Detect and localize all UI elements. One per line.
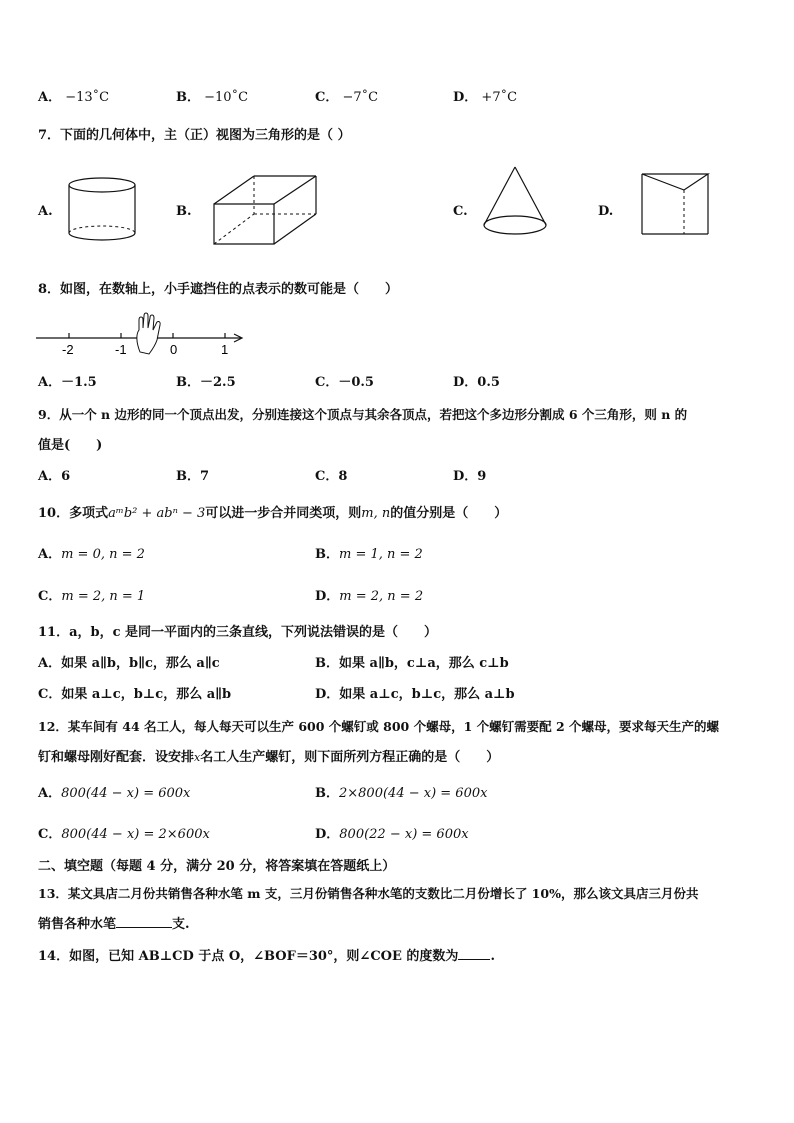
q7-stem: 7．下面的几何体中，主（正）视图为三角形的是（ ）: [38, 128, 351, 143]
q8-option-c: [315, 374, 374, 392]
option-letter: C．: [315, 375, 339, 390]
q9-stem-line2: 值是( ): [38, 438, 103, 453]
option-value: −7˚C: [342, 90, 379, 105]
q10-option-d: [315, 588, 423, 606]
option-letter: C．: [38, 589, 62, 604]
option-value: 7: [200, 469, 210, 484]
q11-option-c: [38, 686, 231, 704]
q8-option-d: [453, 374, 500, 392]
q6-option-d: [453, 89, 517, 107]
option-letter: B．: [315, 656, 339, 671]
option-value: −13˚C: [65, 90, 110, 105]
option-letter: D．: [453, 375, 478, 390]
q9-stem-line1: 9．从一个 n 边形的同一个顶点出发，分别连接这个顶点与其余各顶点，若把这个多边形分割成 6 个三角形，则 n 的: [38, 407, 688, 422]
option-letter: B．: [176, 375, 200, 390]
q9-option-d: [453, 468, 486, 486]
q10-option-a: [38, 546, 145, 564]
q11-stem: 11．a，b，c 是同一平面内的三条直线，下列说法错误的是（ ）: [38, 625, 438, 640]
option-value: 如果 a⊥c，b⊥c，那么 a∥b: [61, 687, 232, 702]
number-line-figure: [36, 312, 248, 358]
q10-prefix: 10．多项式: [38, 506, 109, 521]
cuboid-figure: [210, 174, 328, 248]
option-letter: A．: [38, 547, 62, 562]
option-letter: A．: [38, 90, 62, 105]
q6-option-c: [315, 89, 378, 107]
q8-option-a: [38, 374, 97, 392]
option-letter: A．: [38, 375, 62, 390]
q11-option-b: [315, 655, 509, 673]
q13-line2-a: 销售各种水笔: [38, 917, 117, 932]
q10-stem: [38, 505, 507, 523]
option-value: －2.5: [200, 375, 236, 390]
q6-option-b: [176, 89, 248, 107]
option-letter: A．: [38, 656, 62, 671]
option-letter: B．: [176, 469, 200, 484]
q13-line2: [38, 915, 190, 934]
triangular-prism-figure: [638, 170, 716, 242]
option-letter: A．: [38, 469, 62, 484]
cone-figure: [480, 165, 550, 240]
q12-option-d: [315, 826, 469, 844]
axis-label: -2: [62, 342, 74, 357]
option-value: −10˚C: [204, 90, 249, 105]
q12-option-c: [38, 826, 210, 844]
option-letter: D．: [315, 827, 340, 842]
option-letter: C．: [38, 687, 62, 702]
option-value: 如果 a∥b，b∥c，那么 a∥c: [61, 656, 220, 671]
q13-line1: 13．某文具店二月份共销售各种水笔 m 支，三月份销售各种水笔的支数比二月份增长了 10%，那么该文具店三月份共: [38, 886, 699, 901]
answer-blank: [458, 947, 490, 960]
q13-line2-b: 支.: [172, 917, 190, 932]
q14-text-b: .: [490, 949, 495, 964]
q12-var: x: [194, 751, 201, 764]
option-value: 800(22 − x) = 600x: [339, 827, 469, 842]
q12-stem-line2-b: 名工人生产螺钉，则下面所列方程正确的是（ ）: [200, 750, 500, 765]
q11-option-a: [38, 655, 220, 673]
q10-option-b: [315, 546, 423, 564]
q10-suffix: 的值分别是（ ）: [390, 506, 508, 521]
q8-stem: 8．如图，在数轴上，小手遮挡住的点表示的数可能是（ ）: [38, 282, 399, 297]
option-value: m = 1, n = 2: [339, 547, 423, 562]
option-value: 如果 a⊥c，b⊥c，那么 a⊥b: [339, 687, 515, 702]
option-value: m = 0, n = 2: [61, 547, 145, 562]
option-value: 6: [61, 469, 71, 484]
q10-expression: aᵐb² + abⁿ − 3: [108, 506, 206, 521]
option-value: 8: [338, 469, 348, 484]
option-value: m = 2, n = 1: [61, 589, 146, 604]
q14-text-a: 14．如图，已知 AB⊥CD 于点 O，∠BOF＝30°，则∠COE 的度数为: [38, 949, 459, 964]
option-value: 800(44 − x) = 2×600x: [61, 827, 210, 842]
q12-option-a: [38, 785, 190, 803]
q12-option-b: [315, 785, 487, 803]
axis-label: 1: [221, 342, 229, 357]
q7-option-b-letter: B.: [176, 204, 192, 219]
q7-option-c-letter: C.: [453, 204, 468, 219]
q7-option-d-letter: D.: [598, 204, 614, 219]
q6-option-a: [38, 89, 109, 107]
option-letter: D．: [315, 687, 340, 702]
axis-label: -1: [115, 342, 127, 357]
option-value: 如果 a∥b，c⊥a，那么 c⊥b: [339, 656, 509, 671]
option-letter: B．: [315, 786, 339, 801]
q8-option-b: [176, 374, 236, 392]
answer-blank: [116, 915, 172, 928]
option-value: 9: [477, 469, 487, 484]
q10-middle: 可以进一步合并同类项，则: [205, 506, 362, 521]
q12-stem-line2-a: 钉和螺母刚好配套．设安排: [38, 750, 195, 765]
axis-label: 0: [170, 342, 178, 357]
q9-option-c: [315, 468, 347, 486]
q9-option-b: [176, 468, 209, 486]
option-letter: A．: [38, 786, 62, 801]
q9-option-a: [38, 468, 70, 486]
cylinder-figure: [66, 175, 141, 247]
option-value: －0.5: [338, 375, 374, 390]
option-letter: D．: [315, 589, 340, 604]
option-value: －1.5: [61, 375, 97, 390]
q7-option-a-letter: A.: [38, 204, 53, 219]
hand-icon: [137, 313, 160, 354]
option-letter: B．: [315, 547, 339, 562]
q12-stem-line1: 12．某车间有 44 名工人，每人每天可以生产 600 个螺钉或 800 个螺母，1 个螺钉需要配 2 个螺母，要求每天生产的螺: [38, 719, 720, 734]
section-heading: 二、填空题（每题 4 分，满分 20 分，将答案填在答题纸上）: [38, 859, 396, 874]
q14-stem: [38, 947, 495, 966]
option-value: 800(44 − x) = 600x: [61, 786, 191, 801]
option-letter: C．: [315, 469, 339, 484]
q10-vars: m, n: [361, 506, 391, 521]
option-letter: C．: [38, 827, 62, 842]
option-letter: D．: [453, 469, 478, 484]
option-letter: D．: [453, 90, 478, 105]
option-letter: B．: [176, 90, 200, 105]
option-value: 0.5: [477, 375, 500, 390]
q10-option-c: [38, 588, 145, 606]
q12-stem-line2: [38, 749, 499, 767]
q11-option-d: [315, 686, 515, 704]
option-value: m = 2, n = 2: [339, 589, 424, 604]
option-letter: C．: [315, 90, 339, 105]
option-value: +7˚C: [481, 90, 518, 105]
option-value: 2×800(44 − x) = 600x: [339, 786, 488, 801]
